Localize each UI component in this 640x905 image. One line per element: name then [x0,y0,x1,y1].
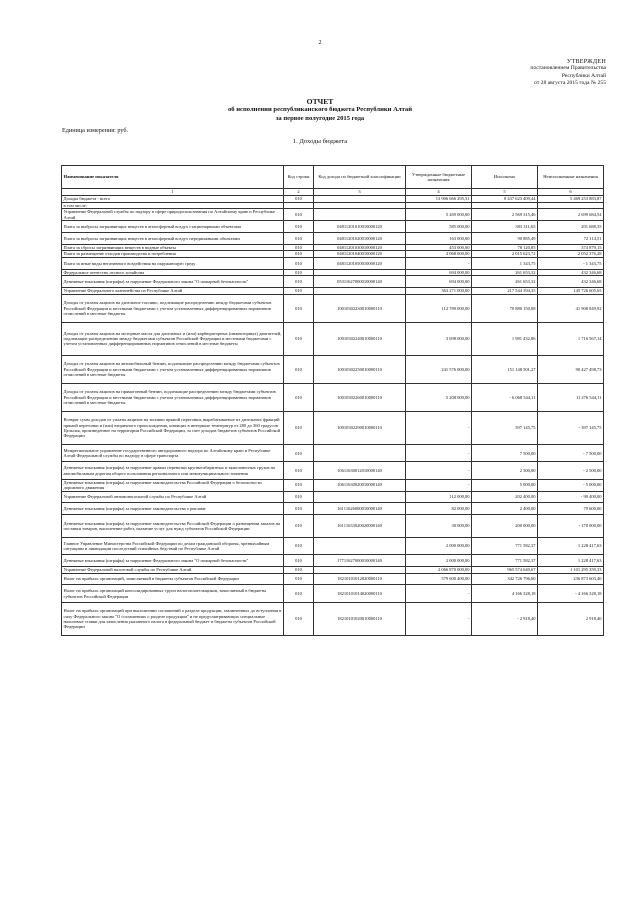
row-code: 010 [284,209,314,221]
row-code: 010 [284,515,314,538]
row-name: Межрегиональное управление государственного автодорожного надзора по Алтайскому краю и Республике Алтай Федеральной службы по надзору в сфере транспорта [62,445,284,462]
row-classification: 10010302290010000110 [314,411,406,444]
row-unexecuted: 41 908 849,92 [538,294,604,322]
table-row [62,322,604,355]
row-name: Плата за иные виды негативного воздействия на окружающую среду [62,257,284,269]
row-unexecuted: - 2 500,00 [538,462,604,479]
row-code: 010 [284,479,314,491]
approval-line-3: от 28 августа 2015 года № 255 [534,79,606,86]
row-unexecuted: 1 228 417,63 [538,537,604,554]
row-executed: 397 145,75 [472,411,538,444]
row-code: 010 [284,537,314,554]
row-name: Доходы от уплаты акцизов на дизельное топливо, подлежащие распределению между бюджетами субъектов Российской Федерации и местными бюджетами с учетом установленных дифференцированных нормативов отчислений в местные бюджеты [62,294,284,322]
row-approved: 112 789 000,00 [406,294,472,322]
table-row [62,232,604,244]
row-name: Денежные взыскания (штрафы) за нарушение Федерального закона "О пожарной безопасности" [62,276,284,288]
row-name: Плата за сбросы загрязняющих веществ в водные объекты [62,244,284,251]
row-classification: 10010302250010000110 [314,355,406,383]
row-code: 010 [284,244,314,251]
row-executed: 2 015 623,72 [472,251,538,258]
row-classification: 04811201010010000120 [314,220,406,232]
page-number: 2 [318,40,322,46]
row-classification [314,445,406,462]
row-name: Денежные взыскания (штрафы) за нарушение Федерального закона "О пожарной безопасности" [62,555,284,567]
row-executed: 383 311,65 [472,220,538,232]
table-row [62,585,604,602]
report-period: за первое полугодие 2015 года [275,114,365,122]
row-executed: 771 582,37 [472,537,538,554]
row-classification: 04811201030010000120 [314,244,406,251]
row-approved: 453 000,00 [406,244,472,251]
row-unexecuted: - 170 000,00 [538,515,604,538]
row-name: Доходы от уплаты акцизов на прямогонный бензин, подлежащие распределению между бюджетами субъектов Российской Федерации и местными бюджетами с учетом установленных дифференцированных нормативов отчислений в местные бюджеты [62,383,284,411]
section-title: 1. Доходы бюджета [292,138,348,145]
table-row [62,602,604,635]
row-unexecuted: - 5 000,00 [538,479,604,491]
table-row [62,445,604,462]
row-name: Налог на прибыль организаций консолидированных групп налогоплательщиков, зачисляемый в бюджеты субъектов Российской Федерации [62,585,284,602]
row-code: 010 [284,462,314,479]
row-name: Денежные взыскания (штрафы) за нарушение законодательства Российской Федерации о размещении заказов на поставки товаров, выполнение работ, оказание услуг для нужд субъектов Российской Федерации [62,515,284,538]
row-classification [314,491,406,503]
row-code: 010 [284,555,314,567]
row-executed: 4 166 328,18 [472,585,538,602]
row-approved: 2 066 870 000,00 [406,567,472,574]
row-code: 010 [284,567,314,574]
row-unexecuted: 432 346,68 [538,269,604,276]
row-approved: 579 600 400,00 [406,573,472,585]
row-classification: 16111626000010000140 [314,503,406,515]
row-approved: - [406,445,472,462]
row-executed: - 2 918,40 [472,602,538,635]
row-unexecuted: - 1 343,75 [538,257,604,269]
row-approved: 5 269 000,00 [406,209,472,221]
row-classification: 18210101014020000110 [314,585,406,602]
row-code: 010 [284,383,314,411]
row-classification: 16111633020020000140 [314,515,406,538]
table-row [62,479,604,491]
row-approved: 363 271 000,00 [406,288,472,295]
row-executed: 90 885,49 [472,232,538,244]
header-classification: Код дохода по бюджетной классификации [314,166,406,189]
row-approved: - [406,585,472,602]
row-code: 010 [284,288,314,295]
table-row [62,355,604,383]
row-executed: 965 574 640,67 [472,567,538,574]
row-code: 010 [284,503,314,515]
row-name: Плата за размещение отходов производства и потребления [62,251,284,258]
column-number: 1 [62,189,284,196]
approval-line-1: постановлением Правительства [530,65,606,72]
row-name: Денежные взыскания (штрафы) за нарушение законодательства Российской Федерации о безопасности дорожного движения [62,479,284,491]
row-executed: 1 981 432,86 [472,322,538,355]
row-name: Возврат сумм доходов от уплаты акцизов на топливо прямой перегонки, вырабатываемое из дизельных фракций прямой перегонки и (или) вторичного происхождения, кипящих в интервале температур от 280 до 360 градусов Цельсия, произведенное на территории Российской Федерации, за счет доходов бюджетов субъектов Российской Федерации [62,411,284,444]
table-header-row [62,166,604,189]
table-row [62,383,604,411]
row-executed: 2 500,00 [472,462,538,479]
row-unexecuted: 90 427 498,73 [538,355,604,383]
row-unexecuted: - 7 500,00 [538,445,604,462]
table-row [62,555,604,567]
row-code: 010 [284,232,314,244]
row-classification: 04811201050010000120 [314,257,406,269]
row-code: 010 [284,269,314,276]
row-code: 010 [284,251,314,258]
row-approved: 2 000 000,00 [406,555,472,567]
row-executed: 202 400,00 [472,491,538,503]
row-executed: - 6 068 544,11 [472,383,538,411]
row-executed: 217 544 394,35 [472,288,538,295]
row-classification: 04811201040010000120 [314,251,406,258]
header-code: Код строки [284,166,314,189]
row-unexecuted: 2 699 684,54 [538,209,604,221]
report-heading [0,98,640,123]
row-code: 010 [284,573,314,585]
table-row [62,537,604,554]
table-row [62,220,604,232]
row-name: Плата за выбросы загрязняющих веществ в атмосферный воздух стационарными объектами [62,220,284,232]
row-executed: 5 000,00 [472,479,538,491]
row-approved: 30 000,00 [406,515,472,538]
row-classification: 05311627000010000140 [314,276,406,288]
row-name: Управление Федеральной службы по надзору в сфере природопользования по Алтайскому краю и Республике Алтай [62,209,284,221]
approval-title: УТВЕРЖДЕН [566,58,606,65]
row-executed: 771 582,37 [472,555,538,567]
row-code: 010 [284,276,314,288]
table-row [62,411,604,444]
row-executed: 151 148 501,27 [472,355,538,383]
row-unexecuted: 2 052 376,28 [538,251,604,258]
row-approved: - [406,257,472,269]
row-approved: 694 000,00 [406,269,472,276]
row-name: Доходы от уплаты акцизов на моторные масла для дизельных и (или) карбюраторных (инжекторных) двигателей, подлежащие распределению между бюджетами субъектов Российской Федерации и местными бюджетами с учетом установленных дифференцированных нормативов отчислений в местные бюджеты [62,322,284,355]
row-approved: 4 068 000,00 [406,251,472,258]
row-unexecuted: 432 346,68 [538,276,604,288]
row-code: 010 [284,445,314,462]
row-executed: 261 653,32 [472,276,538,288]
table-row [62,503,604,515]
row-name: Плата за выбросы загрязняющих веществ в атмосферный воздух передвижными объектами [62,232,284,244]
row-executed: 70 880 150,08 [472,294,538,322]
row-code: 010 [284,294,314,322]
row-classification: 04811201020010000120 [314,232,406,244]
row-name: Доходы от уплаты акцизов на автомобильный бензин, подлежащие распределению между бюджетами субъектов Российской Федерации и местными бюджетами с учетом установленных дифференцированных нормативов отчислений в местные бюджеты [62,355,284,383]
row-code: 010 [284,411,314,444]
table-row [62,294,604,322]
row-unexecuted: 145 726 605,65 [538,288,604,295]
row-executed: 8 437 623 409,44 [472,196,538,203]
report-title: ОТЧЕТ [306,97,334,106]
table-row [62,573,604,585]
row-unexecuted: 1 101 295 359,33 [538,567,604,574]
row-unexecuted: 1 228 417,63 [538,555,604,567]
row-name: Денежные взыскания (штрафы) за нарушение законодательства о рекламе [62,503,284,515]
row-executed: 200 000,00 [472,515,538,538]
header-unexecuted: Неисполненные назначения [538,166,604,189]
column-number: 3 [314,189,406,196]
row-classification [314,209,406,221]
row-classification: 10611630012010000140 [314,462,406,479]
table-row [62,257,604,269]
row-classification: 17711627000010000140 [314,555,406,567]
table-row [62,462,604,479]
row-unexecuted: 72 114,51 [538,232,604,244]
table-row [62,491,604,503]
row-code: 010 [284,602,314,635]
row-approved: 3 698 000,00 [406,322,472,355]
row-classification: 10010302240010000110 [314,322,406,355]
row-unexecuted: 374 879,15 [538,244,604,251]
column-number: 2 [284,189,314,196]
row-executed: 342 726 796,60 [472,573,538,585]
row-name: Управление Федеральной антимонопольной службы по Республике Алтай [62,491,284,503]
row-approved: 2 000 000,00 [406,537,472,554]
row-approved: 585 000,00 [406,220,472,232]
row-approved: 5 208 000,00 [406,383,472,411]
row-classification: 18210101012020000110 [314,573,406,585]
row-unexecuted: - 4 166 328,18 [538,585,604,602]
unit-label: Единица измерения: руб. [62,127,129,134]
report-subtitle: об исполнении республиканского бюджета Республики Алтай [227,106,412,114]
row-unexecuted: 2 918,40 [538,602,604,635]
table-row [62,209,604,221]
row-classification [314,537,406,554]
row-code: 010 [284,355,314,383]
row-name: Налог на прибыль организаций при выполнении соглашений о разделе продукции, заключенных до вступления в силу Федерального закона "О соглашениях о разделе продукции" и не предусматривающих специальные налоговые ставки для зачисления указанного налога в федеральный бюджет и бюджеты субъектов Российской Федерации [62,602,284,635]
row-classification: 18210101020010000110 [314,602,406,635]
row-code: 010 [284,585,314,602]
row-executed: 78 120,85 [472,244,538,251]
row-name: Налог на прибыль организаций, зачисляемый в бюджеты субъектов Российской Федерации [62,573,284,585]
row-code: 010 [284,257,314,269]
row-approved: 694 000,00 [406,276,472,288]
column-number-row [62,189,604,196]
row-unexecuted: 201 688,35 [538,220,604,232]
row-approved: 163 000,00 [406,232,472,244]
table-row [62,276,604,288]
row-code: 010 [284,322,314,355]
row-name: Управление Федеральной налоговой службы по Республике Алтай [62,567,284,574]
approval-stamp [530,58,606,87]
row-approved: 82 000,00 [406,503,472,515]
column-number: 5 [472,189,538,196]
table-row [62,515,604,538]
row-approved: 112 000,00 [406,491,472,503]
row-code: 010 [284,491,314,503]
row-approved: 13 906 666 295,31 [406,196,472,203]
row-name: Федеральное агентство лесного хозяйства [62,269,284,276]
income-table [61,165,604,636]
row-approved: - [406,411,472,444]
row-name: Денежные взыскания (штрафы) за нарушение правил перевозки крупногабаритных и тяжеловесных грузов по автомобильным дорогам общего пользования регионального или межмуниципального значения [62,462,284,479]
row-name: Доходы бюджета - всего [62,196,284,203]
row-unexecuted: 5 469 253 883,87 [538,196,604,203]
row-approved: - [406,462,472,479]
approval-line-2: Республики Алтай [561,72,606,79]
row-code: 010 [284,196,314,203]
row-unexecuted: 11 276 544,11 [538,383,604,411]
column-number: 6 [538,189,604,196]
table-body [62,196,604,636]
row-executed: 261 653,32 [472,269,538,276]
row-unexecuted: 236 873 603,40 [538,573,604,585]
header-executed: Исполнено [472,166,538,189]
row-classification: 10010302260010000110 [314,383,406,411]
row-executed: 7 500,00 [472,445,538,462]
row-approved: 241 576 000,00 [406,355,472,383]
row-unexecuted: 1 716 567,14 [538,322,604,355]
row-approved: - [406,479,472,491]
row-name: Управление Федерального казначейства по Республике Алтай [62,288,284,295]
row-classification: 10611630020010000140 [314,479,406,491]
header-name: Наименование показателя [62,166,284,189]
column-number: 4 [406,189,472,196]
row-executed: 2 400,00 [472,503,538,515]
row-unexecuted: 79 600,00 [538,503,604,515]
row-unexecuted: - 397 145,75 [538,411,604,444]
row-approved: - [406,602,472,635]
row-name: в том числе: [62,202,284,209]
header-approved: Утвержденные бюджетные назначения [406,166,472,189]
row-name: Главное Управление Министерства Российской Федерации по делам гражданской обороны, чрезвычайным ситуациям и ликвидации последствий стихийных бедствий по Республике Алтай [62,537,284,554]
row-executed: 2 569 315,46 [472,209,538,221]
row-executed: 1 343,75 [472,257,538,269]
row-unexecuted: - 90 400,00 [538,491,604,503]
row-classification: 10010302230010000110 [314,294,406,322]
row-code: 010 [284,220,314,232]
